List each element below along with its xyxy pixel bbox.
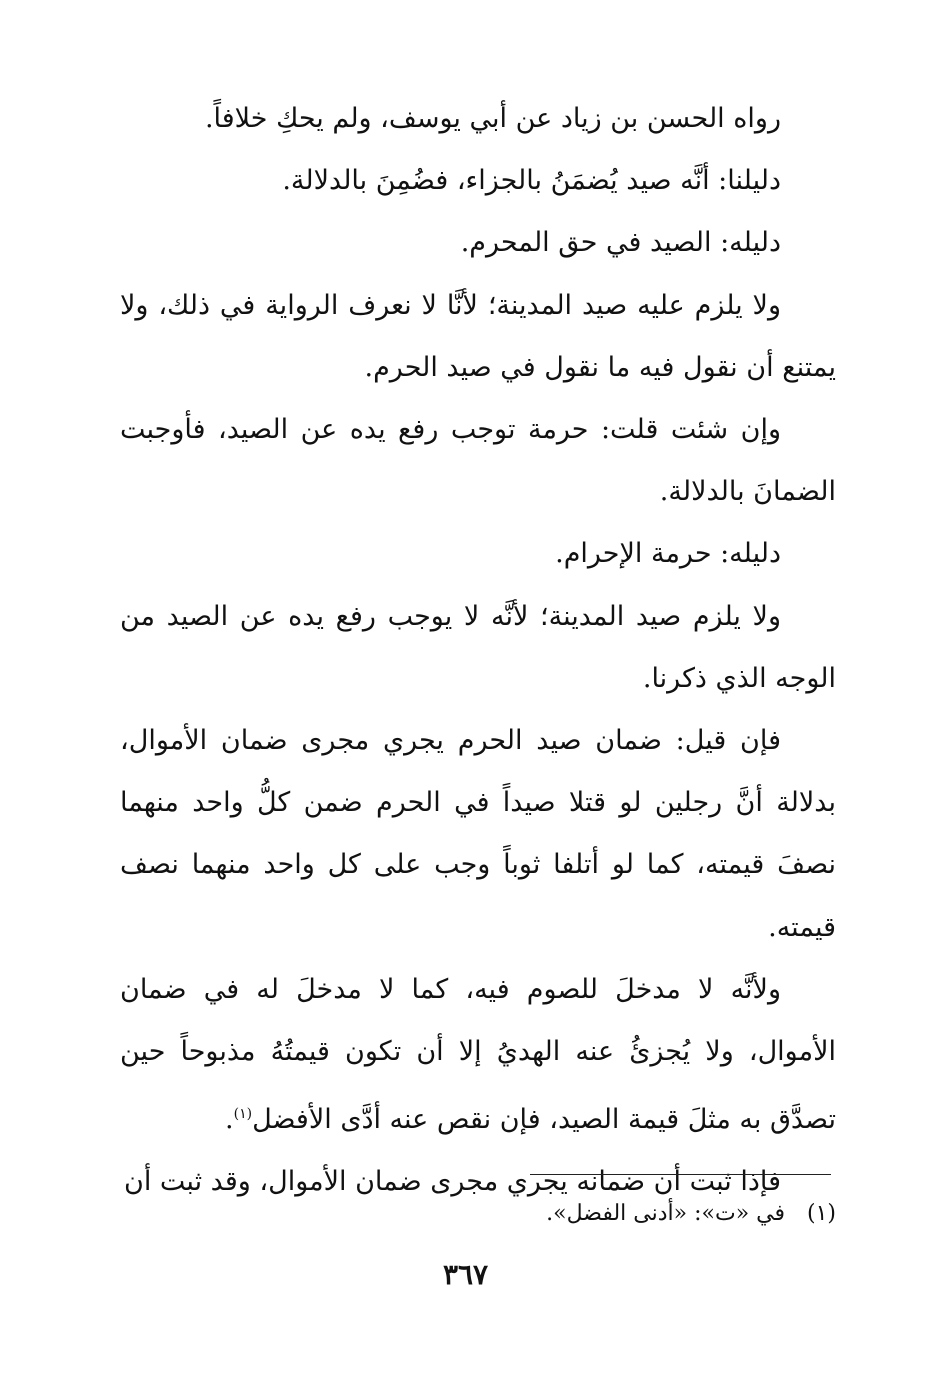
paragraph: دليلنا: أنَّه صيد يُضمَنُ بالجزاء، فضُمِنَ بالدلالة. — [282, 165, 781, 197]
footnote-reference: (١) — [233, 1106, 253, 1123]
paragraph: ولا يلزم صيد المدينة؛ لأنَّه لا يوجب رفع يده عن الصيد من الوجه الذي ذكرنا. — [120, 600, 836, 694]
paragraph: رواه الحسن بن زياد عن أبي يوسف، ولم يحكِ خلافاً. — [204, 103, 781, 134]
paragraph: وإن شئت قلت: حرمة توجب رفع يده عن الصيد، فأوجبت الضمانَ بالدلالة. — [120, 414, 836, 508]
paragraph: فإن قيل: ضمان صيد الحرم يجري مجرى ضمان الأموال، بدلالة أنَّ رجلين لو قتلا صيداً في الحرم ضمن كلُّ واحد منهما نصفَ قيمته، كما لو أتلفا ثوباً وجب على كل واحد منهما نصف قيمته. — [120, 725, 836, 943]
paragraph: دليله: الصيد في حق المحرم. — [460, 227, 781, 259]
paragraph: ولا يلزم عليه صيد المدينة؛ لأنَّا لا نعرف الرواية في ذلك، ولا يمتنع أن نقول فيه ما نقول في صيد الحرم. — [120, 289, 836, 383]
footnote-text: في «ت»: «أدنى الفضل». — [546, 1201, 785, 1226]
footnote — [300, 1194, 836, 1234]
footnote-divider — [530, 1174, 831, 1175]
paragraph: فإذا ثبت أن ضمانه يجري مجرى ضمان الأموال، وقد ثبت أن — [124, 1166, 781, 1198]
footnote-number: (١) — [806, 1201, 836, 1226]
main-text — [120, 88, 836, 1214]
page-number: ٣٦٧ — [442, 1258, 489, 1291]
paragraph: ولأنَّه لا مدخلَ للصوم فيه، كما لا مدخلَ له في ضمان الأموال، ولا يُجزئُ عنه الهديُ إلا أن تكون قيمتُهُ مذبوحاً حين تصدَّق به مثلَ قيمة الصيد، فإن نقص عنه أدَّى الأفضل$^{(١)}$. — [120, 973, 836, 1136]
paragraph: دليله: حرمة الإحرام. — [555, 538, 781, 570]
